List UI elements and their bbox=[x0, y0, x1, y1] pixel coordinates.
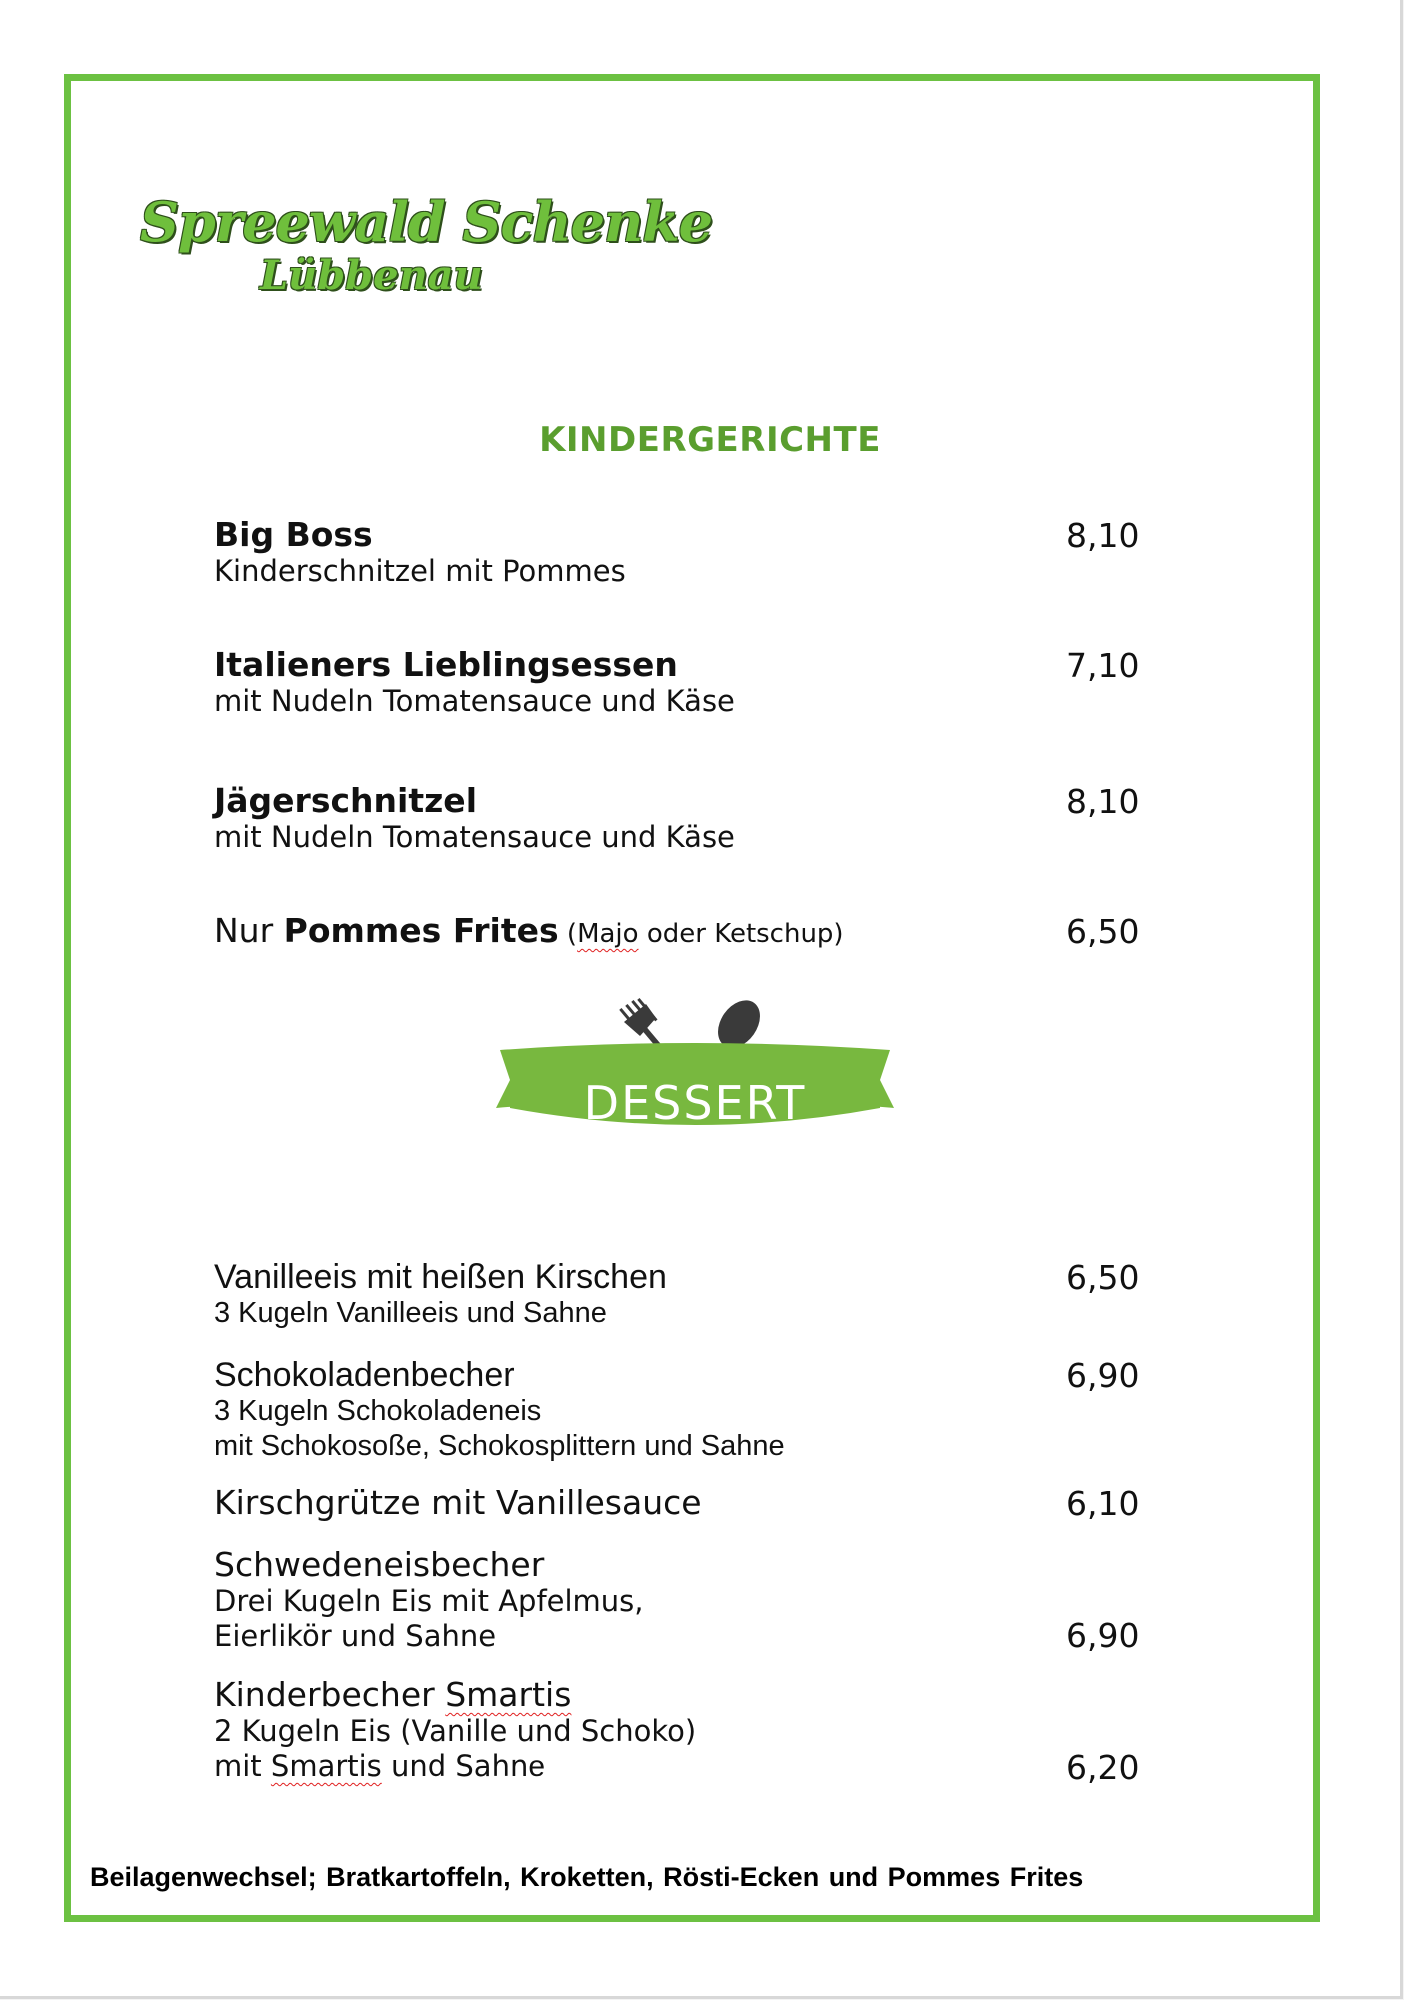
item-description-1: 2 Kugeln Eis (Vanille und Schoko) bbox=[214, 1714, 697, 1748]
item-description: Kinderschnitzel mit Pommes bbox=[214, 554, 626, 588]
item-description-1: Drei Kugeln Eis mit Apfelmus, bbox=[214, 1584, 644, 1618]
item-price: 6,20 bbox=[1066, 1748, 1140, 1787]
item-description-2: mit Schokosoße, Schokosplittern und Sahne bbox=[214, 1430, 785, 1462]
menu-item-vanilleeis bbox=[214, 1258, 1134, 1331]
dessert-title: DESSERT bbox=[583, 1076, 807, 1130]
item-description: 3 Kugeln Vanilleeis und Sahne bbox=[214, 1297, 607, 1329]
item-name-line bbox=[214, 912, 1134, 953]
restaurant-logo bbox=[140, 190, 712, 310]
item-name: Schokoladenbecher bbox=[214, 1356, 515, 1394]
item-name: Schwedeneisbecher bbox=[214, 1545, 545, 1584]
item-price: 8,10 bbox=[1066, 782, 1140, 821]
menu-item-pommes bbox=[214, 912, 1134, 953]
desc-start: mit bbox=[214, 1749, 271, 1783]
logo-name: Spreewald Schenke bbox=[140, 190, 712, 254]
item-price: 6,90 bbox=[1066, 1356, 1140, 1395]
item-prefix: Nur bbox=[214, 911, 284, 950]
menu-item-jaegerschnitzel bbox=[214, 782, 1134, 855]
kids-section-title: KINDERGERICHTE bbox=[539, 420, 881, 460]
menu-item-schokoladenbecher bbox=[214, 1356, 1134, 1464]
item-note-word: Majo bbox=[577, 919, 639, 949]
item-price: 6,10 bbox=[1066, 1484, 1140, 1523]
item-price: 6,50 bbox=[1066, 912, 1140, 951]
item-price: 6,50 bbox=[1066, 1258, 1140, 1297]
logo-location: Lübbenau bbox=[260, 252, 483, 299]
menu-item-schwedeneisbecher bbox=[214, 1546, 1134, 1654]
item-name-word: Smartis bbox=[445, 1675, 572, 1714]
item-note-open: ( bbox=[558, 919, 578, 949]
item-name-start: Kinderbecher bbox=[214, 1675, 446, 1714]
desc-word: Smartis bbox=[270, 1749, 382, 1783]
item-name-line bbox=[214, 1676, 1134, 1714]
menu-item-kirschgruetze bbox=[214, 1484, 1134, 1522]
side-dish-note: Beilagenwechsel; Bratkartoffeln, Kroketten, Rösti-Ecken und Pommes Frites bbox=[90, 1862, 1084, 1892]
item-description: mit Nudeln Tomatensauce und Käse bbox=[214, 684, 735, 718]
item-name: Italieners Lieblingsessen bbox=[214, 645, 678, 684]
item-price: 8,10 bbox=[1066, 516, 1140, 555]
desc-end: und Sahn bbox=[381, 1749, 529, 1783]
item-name: Kirschgrütze mit Vanillesauce bbox=[214, 1483, 702, 1522]
item-name: Big Boss bbox=[214, 515, 373, 554]
item-note-rest: oder Ketschup) bbox=[638, 919, 844, 949]
item-name: Jägerschnitzel bbox=[214, 781, 478, 820]
desc-last: e bbox=[528, 1750, 546, 1783]
item-description-1: 3 Kugeln Schokoladeneis bbox=[214, 1395, 542, 1427]
dessert-banner bbox=[496, 996, 894, 1146]
item-description: mit Nudeln Tomatensauce und Käse bbox=[214, 820, 735, 854]
item-description-2-line bbox=[214, 1749, 1134, 1784]
item-name: Vanilleeis mit heißen Kirschen bbox=[214, 1258, 667, 1296]
menu-item-kinderbecher bbox=[214, 1676, 1134, 1784]
item-price: 6,90 bbox=[1066, 1616, 1140, 1655]
item-name: Pommes Frites bbox=[283, 911, 559, 950]
menu-item-big-boss bbox=[214, 516, 1134, 589]
menu-item-italieners bbox=[214, 646, 1134, 719]
item-description-2: Eierlikör und Sahne bbox=[214, 1619, 497, 1653]
item-price: 7,10 bbox=[1066, 646, 1140, 685]
